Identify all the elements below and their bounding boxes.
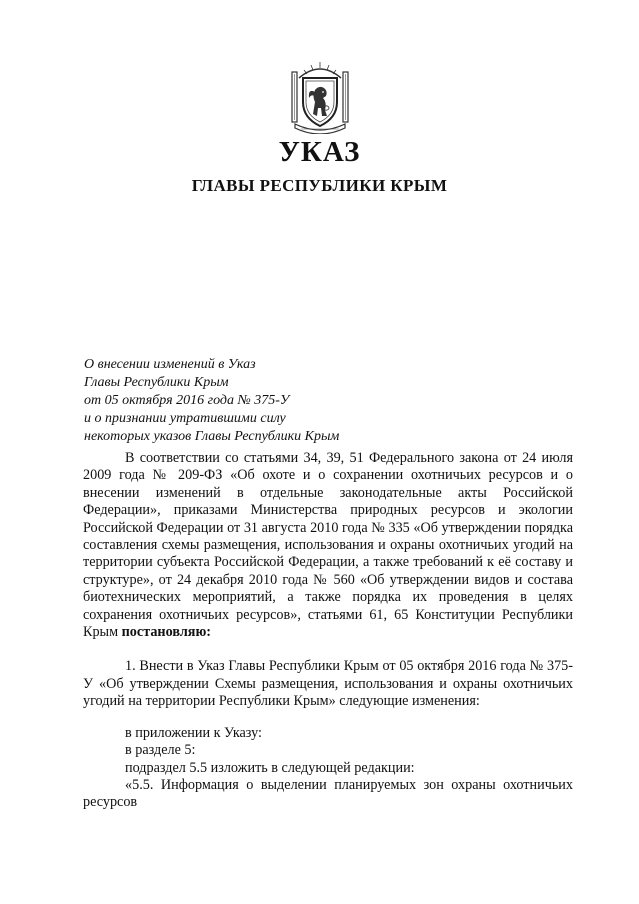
preamble-text: В соответствии со статьями 34, 39, 51 Федерального закона от 24 июля 2009 года № 209-ФЗ «Об охоте и о сохранении охотничьих ресурсов и о внесении изменений в отдельные законодательные акты Российской Федерации», приказами Министерства природных ресурсов и экологии Российской Федерации от 31 августа 2010 года № 335 «Об утверждении порядка составления схемы размещения, использования и охраны охотничьих угодий на территории субъекта Российской Федерации, а также требований к её составу и структуре», от 24 декабря 2010 года № 560 «Об утверждении видов и состава биотехнических мероприятий, а также порядка их проведения в целях сохранения охотничьих ресурсов», статьями 61, 65 Конституции Республики Крым	[83, 450, 573, 641]
body-line: в разделе 5:	[125, 742, 196, 759]
body-line: в приложении к Указу:	[125, 724, 262, 741]
subject-line: Главы Республики Крым	[84, 375, 229, 390]
decree-word: постановляю:	[121, 624, 212, 641]
subject-line: и о признании утратившими силу	[84, 411, 286, 426]
decree-body	[83, 450, 573, 812]
body-line: подраздел 5.5 изложить в следующей редакции:	[125, 759, 415, 776]
item-1-paragraph: 1. Внести в Указ Главы Республики Крым от 05 октября 2016 года № 375-У «Об утверждении Схемы размещения, использования и охраны охотничьих угодий на территории Республики Крым» следующие изменения:	[83, 658, 573, 710]
quote-paragraph: «5.5. Информация о выделении планируемых зон охраны охотничьих ресурсов	[83, 776, 573, 811]
subject-line: О внесении изменений в Указ	[84, 357, 256, 372]
subject-line: некоторых указов Главы Республики Крым	[84, 429, 340, 444]
preamble-paragraph	[83, 450, 573, 641]
subject-line: от 05 октября 2016 года № 375-У	[84, 393, 290, 408]
subject-block	[84, 356, 414, 446]
document-title: УКАЗ	[278, 136, 361, 168]
crimea-coat-of-arms-icon	[289, 58, 351, 134]
document-subtitle: ГЛАВЫ РЕСПУБЛИКИ КРЫМ	[191, 176, 448, 195]
